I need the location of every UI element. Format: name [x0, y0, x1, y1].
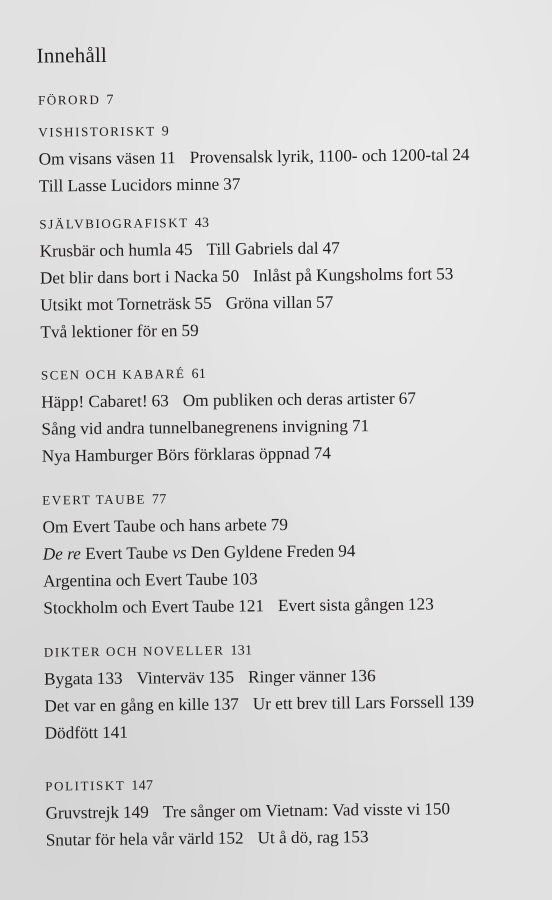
toc-line [43, 589, 552, 621]
toc-entry [253, 692, 474, 713]
toc-entry [278, 594, 434, 615]
entry-page-number: 45 [175, 239, 193, 260]
toc-entry [45, 802, 148, 822]
entry-title: Till Gabriels dal [206, 238, 319, 259]
toc-entry [226, 293, 334, 313]
entry-page-number: 133 [96, 668, 123, 689]
toc-entry [39, 148, 176, 168]
entry-page-number: 50 [221, 266, 240, 286]
section-page-number: 131 [230, 643, 253, 659]
entry-title: Nya Hamburger Börs förklaras öppnad [41, 443, 310, 466]
section-heading-text: SJÄLVBIOGRAFISKT [39, 215, 189, 232]
entry-title-part: Evert Taube [80, 543, 173, 564]
entry-title: Evert sista gången [277, 594, 405, 616]
entry-title: Ut å dö, rag [257, 827, 339, 848]
entry-title: Stockholm och Evert Taube [43, 596, 235, 618]
entry-title: Vinterväv [136, 667, 205, 688]
toc-entry [40, 321, 198, 342]
entry-page-number: 135 [208, 667, 235, 687]
toc-entry [39, 174, 241, 195]
entry-page-number: 47 [322, 238, 340, 258]
entry-title: Argentina och Evert Taube [42, 569, 228, 591]
entry-title: Gruvstrejk [45, 802, 120, 823]
section-heading-text: FÖRORD [37, 91, 101, 108]
page-title: Innehåll [36, 42, 108, 68]
toc-entry [163, 799, 450, 821]
toc-entry [40, 267, 239, 288]
toc-line [39, 167, 549, 199]
toc-entry [206, 238, 339, 258]
toc-line [45, 714, 552, 746]
entry-title: Det blir dans bort i Nacka [39, 266, 219, 288]
section-page-number: 43 [194, 215, 210, 231]
section-page-number: 147 [131, 778, 154, 794]
entry-page-number: 57 [315, 292, 334, 312]
entry-title: Sång vid andra tunnelbanegrenens invigning [41, 416, 349, 439]
entry-title: Ur ett brev till Lars Forssell [252, 692, 445, 714]
entry-page-number: 137 [212, 694, 239, 714]
entry-title: Snutar för hela vår värld [45, 828, 214, 850]
entry-title: Det var en gång en kille [44, 694, 210, 716]
toc-line [42, 437, 552, 469]
toc-entry [248, 666, 376, 686]
entry-page-number: 153 [342, 827, 369, 847]
toc-entry [40, 240, 193, 261]
entry-title: Bygata [44, 669, 93, 689]
section-heading-text: SCEN OCH KABARÉ [40, 366, 186, 383]
toc-line [40, 313, 550, 345]
entry-page-number: 24 [452, 145, 470, 165]
toc-entry [46, 828, 244, 849]
entry-page-number: 152 [217, 828, 244, 848]
section-heading-text: DIKTER OCH NOVELLER [43, 642, 225, 660]
entry-page-number: 74 [313, 443, 331, 463]
toc-entry [183, 389, 416, 410]
section-page-number: 61 [191, 366, 207, 383]
entry-page-number: 103 [231, 569, 258, 589]
section-heading-text: VISHISTORISKT [38, 123, 156, 140]
toc-line [46, 821, 552, 853]
entry-title: Tre sånger om Vietnam: Vad visste vi [162, 799, 421, 822]
entry-page-number: 59 [181, 320, 199, 341]
entry-title: Häpp! Cabaret! [41, 391, 148, 412]
toc-section [42, 486, 552, 621]
entry-title-part: vs [172, 543, 187, 563]
toc-entry [190, 145, 470, 167]
entry-page-number: 63 [151, 391, 169, 411]
entry-title: Ringer vänner [247, 666, 346, 687]
entry-page-number: 53 [436, 264, 454, 284]
toc-entry [40, 294, 212, 315]
entry-page-number: 94 [338, 541, 356, 561]
entry-page-number: 121 [238, 596, 265, 616]
entry-title: Två lektioner för en [40, 321, 178, 342]
toc-section [38, 86, 548, 113]
toc-entry [42, 444, 331, 466]
toc-entry [43, 541, 356, 563]
entry-title: Inlåst på Kungsholms fort [253, 264, 433, 286]
entry-title: Om Evert Taube och hans arbete [42, 515, 267, 537]
entry-page-number: 149 [122, 802, 149, 822]
entry-page-number: 67 [398, 388, 417, 408]
toc-entry [41, 391, 169, 411]
entry-page-number: 71 [351, 416, 370, 436]
toc-section [45, 772, 552, 853]
section-page-number: 77 [151, 492, 167, 508]
entry-title: Utsikt mot Torneträsk [40, 294, 191, 315]
toc-section [38, 118, 549, 199]
entry-title: Om publiken och deras artister [182, 388, 395, 411]
toc-entry [41, 416, 369, 438]
entry-title: Gröna villan [225, 292, 313, 313]
toc-entry [43, 569, 258, 590]
entry-title: Dödfött [44, 723, 99, 743]
entry-title: Om visans väsen [38, 148, 156, 169]
section-heading [38, 86, 548, 113]
entry-title-part: De re [42, 544, 81, 564]
toc-entry [42, 515, 288, 537]
toc-section [41, 361, 552, 469]
toc-section [39, 210, 550, 345]
toc-entry [45, 723, 128, 743]
entry-title: Till Lasse Lucidors minne [38, 174, 220, 196]
toc-entry [43, 596, 264, 617]
entry-page-number: 150 [424, 799, 451, 819]
section-heading-text: EVERT TAUBE [42, 491, 147, 508]
toc-entry [44, 695, 239, 716]
section-heading-text: POLITISKT [45, 777, 126, 794]
entry-page-number: 11 [159, 148, 176, 168]
toc-entry [44, 669, 123, 689]
entry-page-number: 136 [349, 666, 376, 686]
entry-page-number: 139 [448, 692, 475, 712]
entry-page-number: 79 [270, 515, 289, 535]
entry-page-number: 37 [223, 174, 241, 194]
entry-title: Provensalsk lyrik, 1100- och 1200-tal [189, 145, 449, 168]
entry-page-number: 55 [194, 293, 212, 313]
entry-title-part: Den Gyldene Freden [186, 541, 335, 563]
toc-entry [253, 264, 453, 285]
entry-title: Krusbär och humla [39, 240, 172, 261]
entry-page-number: 141 [102, 722, 129, 742]
toc-section [44, 638, 552, 746]
toc-entry [257, 827, 368, 847]
toc-entry [136, 668, 234, 688]
section-page-number: 9 [161, 124, 170, 140]
entry-page-number: 123 [407, 594, 434, 614]
section-page-number: 7 [106, 92, 114, 108]
